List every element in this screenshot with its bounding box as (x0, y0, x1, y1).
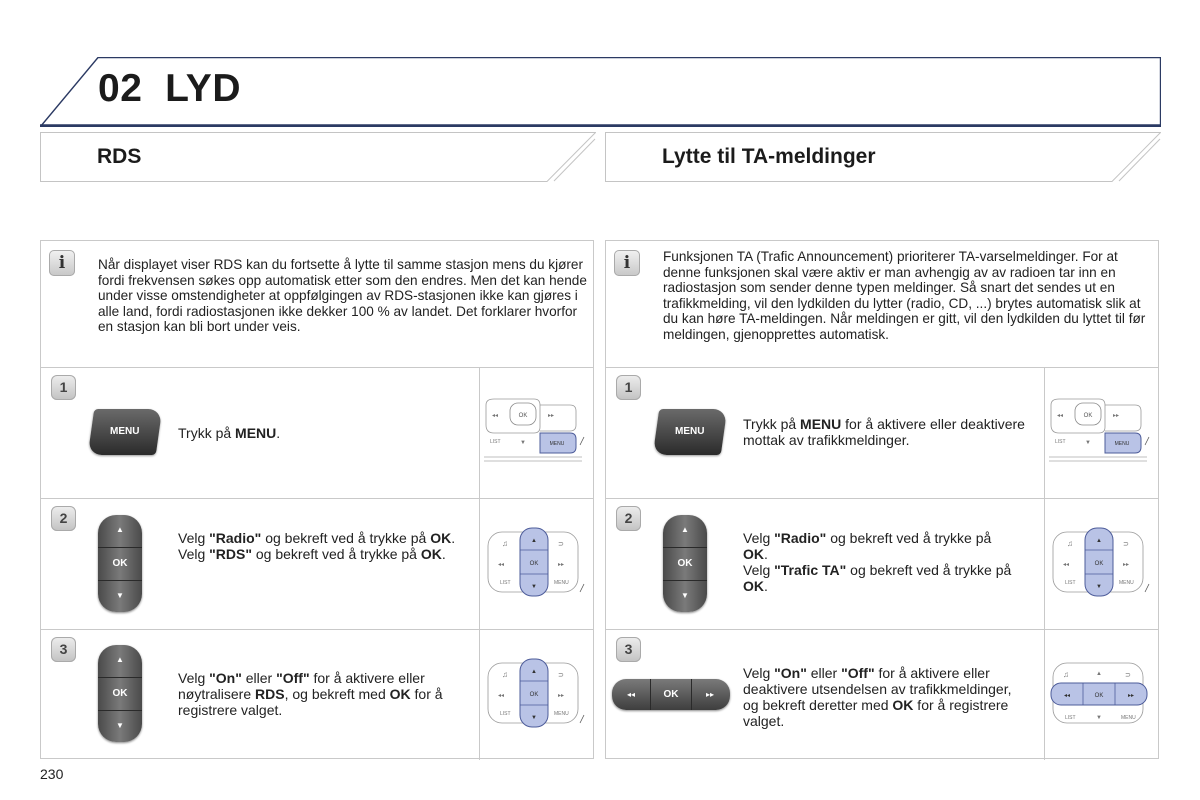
svg-text:LIST: LIST (1065, 580, 1076, 586)
svg-text:⊃: ⊃ (558, 541, 564, 548)
step-number: 3 (51, 637, 76, 662)
svg-text:◂◂: ◂◂ (1063, 562, 1070, 568)
svg-text:▸▸: ▸▸ (1127, 693, 1135, 699)
step-number: 3 (616, 637, 641, 662)
controls-diagram-ok (1049, 526, 1153, 602)
ta-panel (605, 240, 1159, 759)
svg-text:▸▸: ▸▸ (558, 693, 565, 699)
step-2 (606, 498, 1158, 630)
step-1 (41, 367, 593, 499)
arrow-up-icon: ▲ (681, 525, 689, 534)
ok-rocker-horizontal-button (612, 679, 730, 710)
svg-text:MENU: MENU (1119, 580, 1134, 586)
svg-text:LIST: LIST (490, 439, 501, 445)
svg-text:▲: ▲ (1096, 538, 1102, 544)
svg-text:♫: ♫ (1067, 539, 1073, 548)
section-header-ta (605, 132, 1161, 182)
info-box (41, 241, 593, 368)
svg-text:MENU: MENU (1114, 441, 1130, 447)
steering-controls-illustration (1044, 367, 1158, 498)
ok-label: OK (650, 679, 692, 710)
menu-button: MENU (653, 409, 727, 455)
arrow-down-icon: ▼ (116, 721, 124, 730)
info-box (606, 241, 1158, 368)
ok-rocker-button (98, 515, 142, 612)
svg-text:◂◂: ◂◂ (1063, 693, 1071, 699)
step-3 (41, 629, 593, 760)
svg-text:♫: ♫ (1063, 670, 1069, 679)
section-header-rds (40, 132, 596, 182)
arrow-down-icon: ▼ (681, 591, 689, 600)
svg-text:OK: OK (1083, 413, 1093, 419)
svg-text:▲: ▲ (1096, 671, 1102, 677)
info-icon: i (614, 250, 640, 276)
svg-text:◂◂: ◂◂ (498, 693, 505, 699)
page-number: 230 (40, 766, 64, 782)
section-title-ta: Lytte til TA-meldinger (662, 145, 876, 168)
svg-text:OK: OK (529, 561, 539, 567)
ok-label: OK (663, 547, 707, 581)
steering-controls-illustration (479, 367, 593, 498)
svg-text:OK: OK (1094, 693, 1104, 699)
ok-label: OK (98, 547, 142, 581)
svg-text:▲: ▲ (531, 538, 537, 544)
svg-text:▸▸: ▸▸ (548, 413, 555, 419)
step-1 (606, 367, 1158, 499)
steering-controls-illustration (1044, 629, 1158, 760)
arrow-up-icon: ▲ (116, 525, 124, 534)
svg-text:▼: ▼ (520, 440, 526, 446)
chapter-number: 02 (98, 67, 143, 110)
step-text: Velg "Radio" og bekreft ved å trykke på OK. Velg "Trafic TA" og bekreft ved å trykke på OK. (743, 530, 1012, 594)
arrow-down-icon: ▼ (116, 591, 124, 600)
step-number: 2 (616, 506, 641, 531)
step-3 (606, 629, 1158, 760)
svg-text:▼: ▼ (1096, 584, 1102, 590)
step-number: 2 (51, 506, 76, 531)
step-number: 1 (616, 375, 641, 400)
info-text: Funksjonen TA (Trafic Announcement) prioriterer TA-varselmeldinger. For at denne funksjonen skal være aktiv er man avhengig av av radioen tar inn en radiostasjon som sender denne typen meldinger. Så snart det sendes ut en trafikkmelding, vil den lydkilden du lytter (radio, CD, ...) brytes automatisk slik at du kan høre TA-meldingen. Når meldingen er gitt, vil den lydkilden du lyttet til før meldingen, gjenopprettes automatisk. (663, 249, 1146, 342)
chapter-name: LYD (165, 67, 241, 110)
step-text: Trykk på MENU. (178, 425, 281, 441)
info-text: Når displayet viser RDS kan du fortsette å lytte til samme stasjon mens du kjører fordi frekvensen søkes opp automatisk etter som den endres. Men det kan hende under visse omstendigheter at oppfølgingen av RDS-stasjonen ikke kan gjøres i alle land, fordi radiostasjonen ikke dekker 100 % av landet. Det forklarer hvorfor en stasjon kan bli bort under veis. (98, 257, 587, 334)
step-text: Velg "On" eller "Off" for å aktivere eller deaktivere utsendelsen av trafikkmeldinger, og bekreft deretter med OK for å registrere valget. (743, 665, 1012, 729)
next-icon: ▸▸ (705, 690, 715, 699)
arrow-up-icon: ▲ (116, 655, 124, 664)
svg-text:▼: ▼ (531, 584, 537, 590)
svg-text:LIST: LIST (1065, 715, 1076, 721)
svg-text:⊃: ⊃ (1125, 672, 1131, 679)
controls-diagram-menu (1049, 397, 1153, 467)
ok-rocker-button (663, 515, 707, 612)
chapter-title (98, 67, 241, 111)
svg-text:▸▸: ▸▸ (1123, 562, 1130, 568)
svg-text:♫: ♫ (502, 670, 508, 679)
section-title-rds: RDS (97, 145, 142, 168)
controls-diagram-menu (484, 397, 588, 467)
svg-text:OK: OK (1094, 561, 1104, 567)
ok-rocker-button (98, 645, 142, 742)
svg-text:♫: ♫ (502, 539, 508, 548)
svg-text:MENU: MENU (554, 580, 569, 586)
svg-text:▼: ▼ (531, 715, 537, 721)
step-2 (41, 498, 593, 630)
rds-panel (40, 240, 594, 759)
svg-text:▼: ▼ (1085, 440, 1091, 446)
svg-text:⊃: ⊃ (1123, 541, 1129, 548)
svg-text:OK: OK (518, 413, 528, 419)
svg-text:◂◂: ◂◂ (498, 562, 505, 568)
svg-text:MENU: MENU (549, 441, 565, 447)
menu-button: MENU (88, 409, 162, 455)
svg-text:▸▸: ▸▸ (1113, 413, 1120, 419)
info-icon: i (49, 250, 75, 276)
svg-text:MENU: MENU (554, 711, 569, 717)
controls-diagram-horizontal (1049, 657, 1153, 733)
step-text: Velg "On" eller "Off" for å aktivere eller nøytralisere RDS, og bekreft med OK for å registrere valget. (178, 670, 443, 718)
svg-text:MENU: MENU (1121, 715, 1136, 721)
previous-icon: ◂◂ (626, 690, 636, 699)
step-text: Trykk på MENU for å aktivere eller deaktivere mottak av trafikkmeldinger. (743, 416, 1025, 448)
svg-text:LIST: LIST (500, 711, 511, 717)
controls-diagram-ok (484, 526, 588, 602)
step-text: Velg "Radio" og bekreft ved å trykke på OK. Velg "RDS" og bekreft ved å trykke på OK. (178, 530, 456, 562)
controls-diagram-ok (484, 657, 588, 733)
svg-text:▸▸: ▸▸ (558, 562, 565, 568)
svg-text:OK: OK (529, 692, 539, 698)
ok-label: OK (98, 677, 142, 711)
svg-text:LIST: LIST (500, 580, 511, 586)
steering-controls-illustration (1044, 498, 1158, 629)
svg-text:▲: ▲ (531, 669, 537, 675)
svg-text:◂◂: ◂◂ (492, 413, 499, 419)
steering-controls-illustration (479, 498, 593, 629)
svg-text:⊃: ⊃ (558, 672, 564, 679)
svg-text:◂◂: ◂◂ (1057, 413, 1064, 419)
chapter-header (40, 57, 1161, 127)
svg-text:▼: ▼ (1096, 715, 1102, 721)
svg-text:LIST: LIST (1055, 439, 1066, 445)
step-number: 1 (51, 375, 76, 400)
steering-controls-illustration (479, 629, 593, 760)
